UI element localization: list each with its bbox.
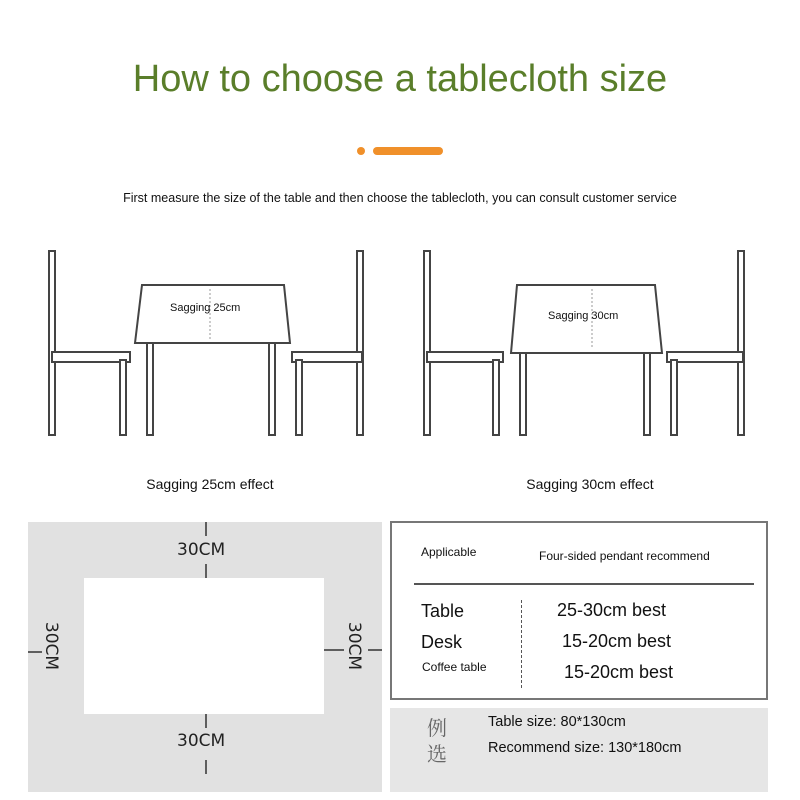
accent-bar	[373, 147, 443, 155]
left-chair-leg	[120, 360, 126, 435]
row-value: 25-30cm best	[557, 600, 667, 620]
sag-label-right: Sagging 30cm	[548, 310, 619, 322]
column-divider	[521, 600, 522, 688]
left-chair-leg	[493, 360, 499, 435]
right-chair-back	[357, 251, 363, 435]
table-leg-left	[520, 345, 526, 435]
overhang-right-label: 30CM	[344, 621, 364, 671]
left-chair-seat	[52, 352, 130, 362]
left-chair-back	[49, 251, 55, 435]
caption-left: Sagging 25cm effect	[146, 476, 274, 492]
row-value: 15-20cm best	[562, 631, 672, 651]
left-chair-back	[424, 251, 430, 435]
left-chair-seat	[427, 352, 503, 362]
right-chair-leg	[296, 360, 302, 435]
example-mark-1: 例	[427, 716, 447, 740]
example-table-size: Table size: 80*130cm	[488, 714, 626, 730]
row-type: Desk	[421, 632, 463, 652]
right-chair-seat	[667, 352, 743, 362]
right-chair-leg	[671, 360, 677, 435]
example-recommend-size: Recommend size: 130*180cm	[488, 740, 682, 756]
sagging-30cm-illustration	[415, 245, 755, 445]
sag-label-left: Sagging 25cm	[170, 302, 241, 314]
accent-dot	[357, 147, 365, 155]
example-mark-2: 选	[427, 742, 447, 766]
overhang-top-label: 30CM	[177, 540, 226, 560]
overhang-markers	[28, 522, 382, 792]
row-type: Table	[421, 601, 465, 621]
page-subtitle: First measure the size of the table and then choose the tablecloth, you can consult customer service	[123, 191, 677, 205]
table-leg-left	[147, 335, 153, 435]
right-chair-back	[738, 251, 744, 435]
caption-right: Sagging 30cm effect	[526, 476, 654, 492]
row-type: Coffee table	[422, 660, 487, 674]
header-divider	[414, 583, 754, 585]
table-leg-right	[269, 335, 275, 435]
sagging-25cm-illustration	[40, 245, 370, 445]
header-recommend: Four-sided pendant recommend	[539, 549, 710, 563]
table-leg-right	[644, 345, 650, 435]
tablecloth	[135, 285, 290, 343]
page-title: How to choose a tablecloth size	[132, 58, 668, 100]
overhang-left-label: 30CM	[41, 621, 61, 671]
header-applicable: Applicable	[421, 545, 477, 559]
row-value: 15-20cm best	[564, 662, 674, 682]
overhang-bottom-label: 30CM	[177, 731, 226, 751]
